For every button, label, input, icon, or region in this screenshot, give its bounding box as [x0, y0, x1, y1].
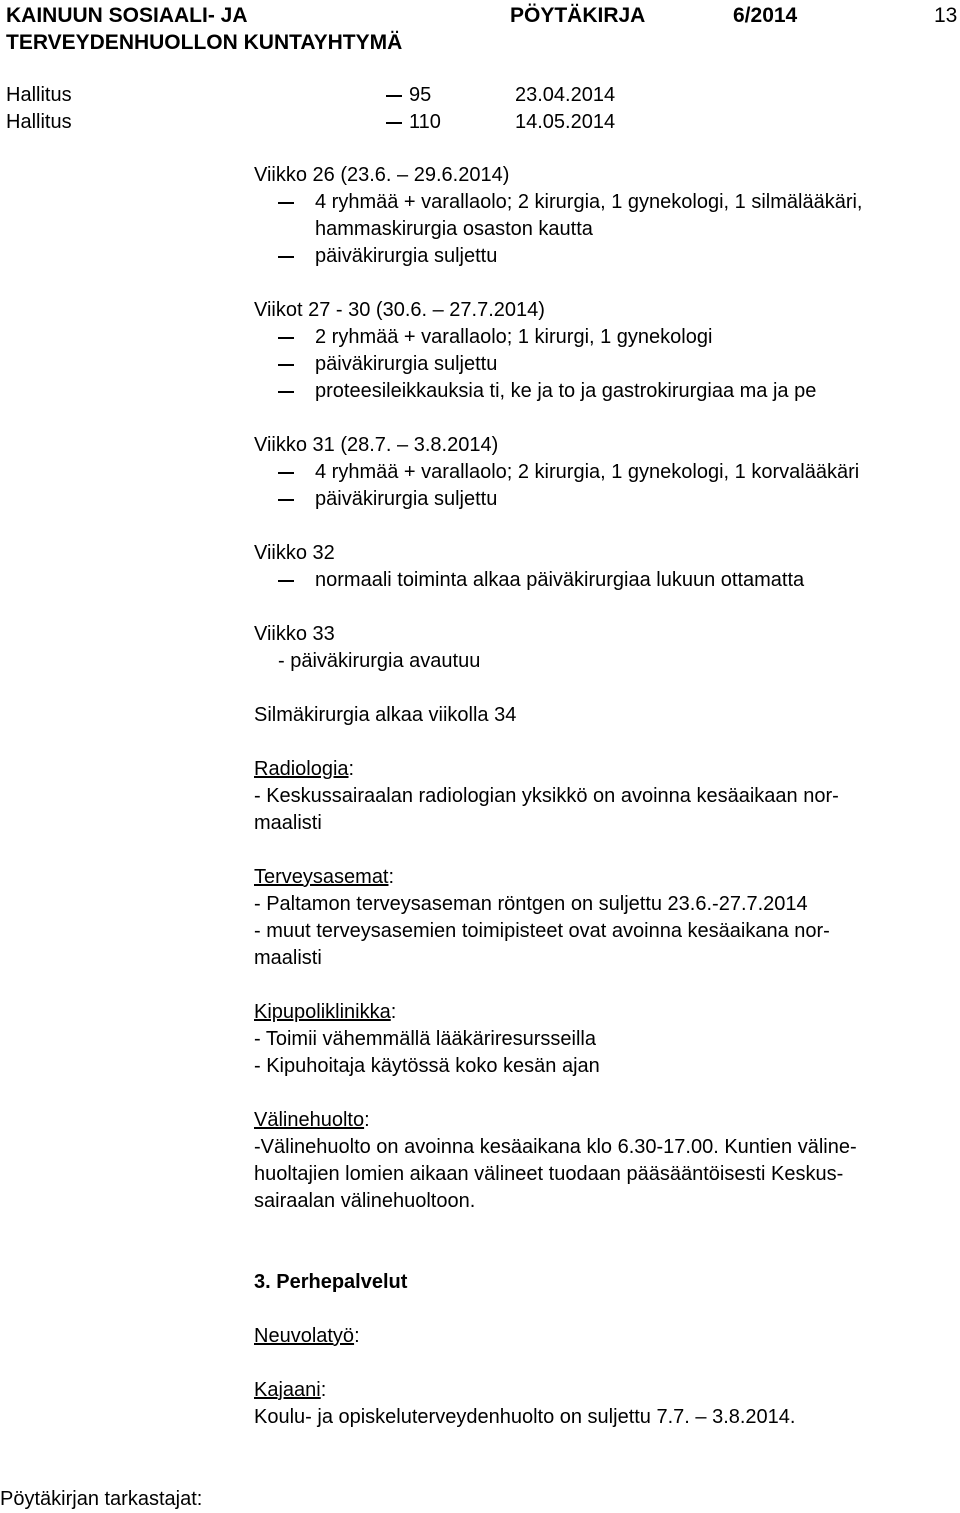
paragraph-line: maalisti [254, 812, 322, 834]
paragraph-line: - Kipuhoitaja käytössä koko kesän ajan [254, 1055, 600, 1077]
reference-number: 110 [409, 111, 441, 133]
dash-bullet [278, 580, 294, 582]
reference-org: Hallitus [6, 111, 72, 133]
list-item-text: päiväkirurgia suljettu [315, 353, 498, 375]
dash-bullet [278, 202, 294, 204]
dash-bullet [278, 256, 294, 258]
paragraph-line: Koulu- ja opiskeluterveydenhuolto on suljettu 7.7. – 3.8.2014. [254, 1406, 796, 1428]
reference-number: 95 [409, 84, 432, 106]
title-colon: : [364, 1109, 370, 1131]
paragraph-line: - Keskussairaalan radiologian yksikkö on avoinna kesäaikaan nor- [254, 785, 839, 807]
section-title [254, 1377, 954, 1404]
organization-name [6, 2, 402, 56]
section-title [254, 1323, 954, 1350]
list-item [254, 567, 954, 594]
week-heading: Viikko 31 (28.7. – 3.8.2014) [254, 434, 499, 456]
city-title: Kajaani [254, 1379, 321, 1401]
section-title [254, 1107, 954, 1134]
reference-org: Hallitus [6, 84, 72, 106]
organization-name-line1: KAINUUN SOSIAALI- JA [6, 4, 248, 27]
list-item-text: proteesileikkauksia ti, ke ja to ja gastrokirurgiaa ma ja pe [315, 380, 817, 402]
radiology-title: Radiologia [254, 758, 349, 780]
pain-clinic-section [254, 999, 954, 1080]
section-title [254, 999, 954, 1026]
maternity-clinic-title: Neuvolatyö [254, 1325, 355, 1347]
eye-surgery-note: Silmäkirurgia alkaa viikolla 34 [254, 704, 517, 726]
section-heading: 3. Perhepalvelut [254, 1271, 408, 1293]
week-heading: Viikko 26 (23.6. – 29.6.2014) [254, 164, 510, 186]
list-item [254, 189, 954, 243]
list-item-text: päiväkirurgia suljettu [315, 245, 498, 267]
list-item [254, 351, 954, 378]
list-item-text: 4 ryhmää + varallaolo; 2 kirurgia, 1 gynekologi, 1 silmälääkäri, [315, 191, 863, 213]
reference-dash [386, 122, 402, 124]
title-colon: : [348, 758, 355, 780]
week-heading: Viikko 32 [254, 542, 335, 564]
title-colon: : [354, 1325, 360, 1347]
week-block [254, 621, 954, 675]
document-body [254, 162, 954, 1431]
paragraph-line: sairaalan välinehuoltoon. [254, 1190, 476, 1212]
reference-date: 14.05.2014 [515, 111, 616, 133]
dash-bullet [278, 364, 294, 366]
list-item-text: hammaskirurgia osaston kautta [315, 218, 593, 240]
dash-bullet [278, 337, 294, 339]
list-item [254, 243, 954, 270]
paragraph-line: - muut terveysasemien toimipisteet ovat avoinna kesäaikana nor- [254, 920, 830, 942]
list-item [254, 324, 954, 351]
title-colon: : [320, 1379, 327, 1401]
list-item-text: päiväkirurgia suljettu [315, 488, 498, 510]
title-colon: : [388, 866, 395, 888]
list-item [254, 378, 954, 405]
paragraph-line: -Välinehuolto on avoinna kesäaikana klo 6.30-17.00. Kuntien väline- [254, 1136, 857, 1158]
family-services-section [254, 1269, 954, 1431]
health-centers-section [254, 864, 954, 972]
list-item-text: normaali toiminta alkaa päiväkirurgiaa lukuun ottamatta [315, 569, 805, 591]
radiology-section [254, 756, 954, 837]
section-title [254, 756, 954, 783]
document-number: 6/2014 [733, 4, 798, 27]
paragraph-line: huoltajien lomien aikaan välineet tuodaan pääsääntöisesti Keskus- [254, 1163, 844, 1185]
week-heading: Viikot 27 - 30 (30.6. – 27.7.2014) [254, 299, 545, 321]
dash-bullet [278, 472, 294, 474]
reference-dash [386, 95, 402, 97]
dash-bullet [278, 391, 294, 393]
list-item-text: - päiväkirurgia avautuu [278, 650, 481, 672]
week-block [254, 297, 954, 405]
title-colon: : [390, 1001, 397, 1023]
paragraph-line: - Paltamon terveysaseman röntgen on suljettu 23.6.-27.7.2014 [254, 893, 808, 915]
health-centers-title: Terveysasemat [254, 866, 389, 888]
instrument-care-section [254, 1107, 954, 1215]
week-block [254, 162, 954, 270]
instrument-care-title: Välinehuolto [254, 1109, 365, 1131]
page-number: 13 [934, 4, 958, 27]
section-title [254, 864, 954, 891]
week-heading: Viikko 33 [254, 623, 335, 645]
paragraph-line: - Toimii vähemmällä lääkäriresursseilla [254, 1028, 596, 1050]
footer-reviewers-label: Pöytäkirjan tarkastajat: [0, 1488, 203, 1510]
organization-name-line2: TERVEYDENHUOLLON KUNTAYHTYMÄ [6, 31, 403, 54]
document-type: PÖYTÄKIRJA [510, 4, 646, 27]
pain-clinic-title: Kipupoliklinikka [254, 1001, 391, 1023]
list-item [254, 459, 954, 486]
list-item [254, 486, 954, 513]
list-item-text: 4 ryhmää + varallaolo; 2 kirurgia, 1 gynekologi, 1 korvalääkäri [315, 461, 860, 483]
dash-bullet [278, 499, 294, 501]
paragraph-line: maalisti [254, 947, 322, 969]
list-item-text: 2 ryhmää + varallaolo; 1 kirurgi, 1 gynekologi [315, 326, 713, 348]
reference-date: 23.04.2014 [515, 84, 616, 106]
week-block [254, 540, 954, 594]
week-block [254, 432, 954, 513]
